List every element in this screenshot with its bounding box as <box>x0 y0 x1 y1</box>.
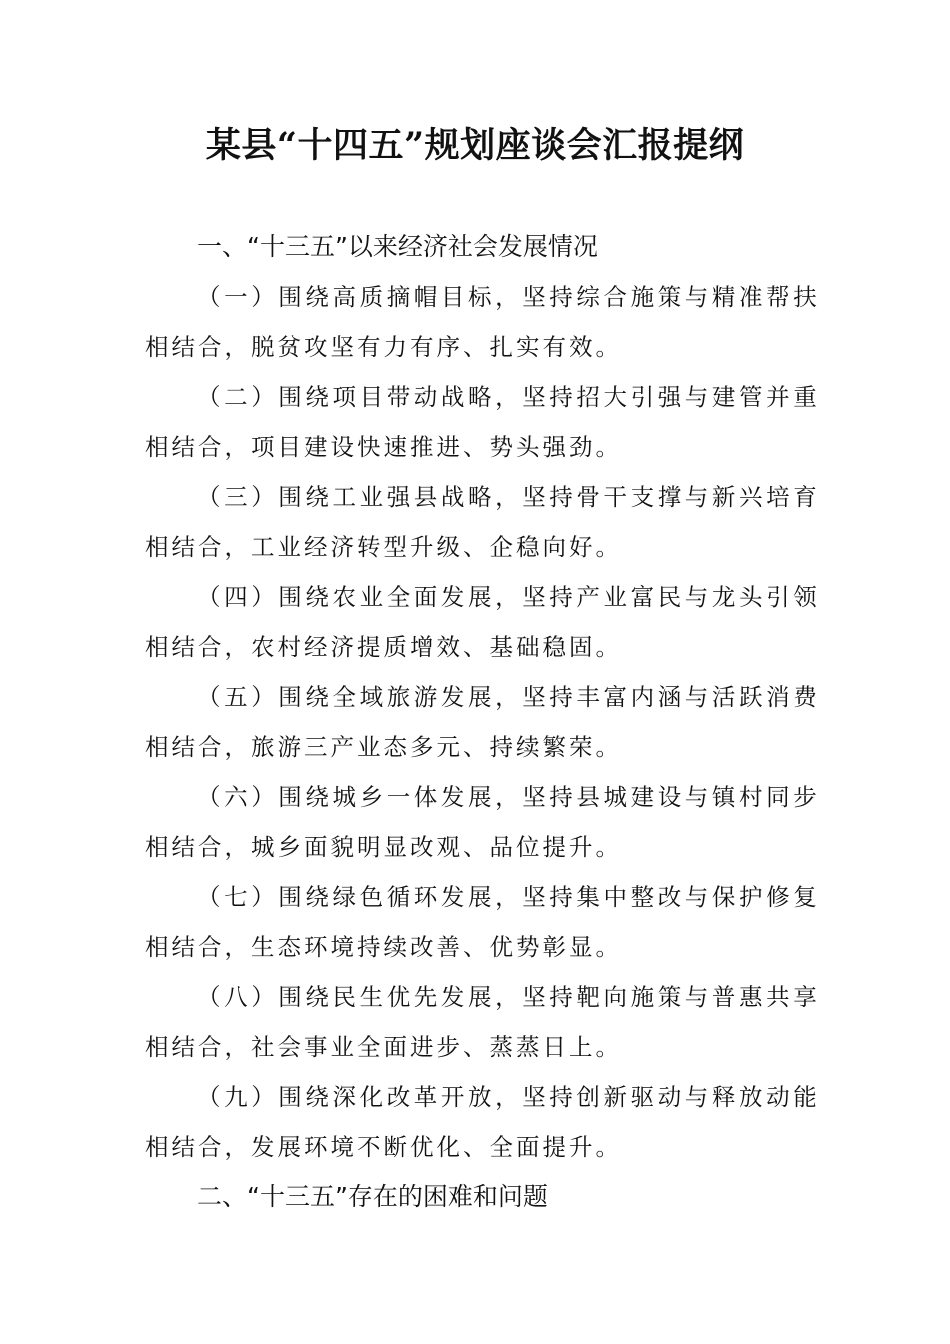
paragraph-line: 相结合，项目建设快速推进、势头强劲。 <box>145 433 622 461</box>
section-heading-2: 二、“十三五”存在的困难和问题 <box>197 1182 548 1211</box>
paragraph-line: 相结合，生态环境持续改善、优势彰显。 <box>145 933 622 961</box>
paragraph-item-1 <box>145 272 821 372</box>
paragraph-line: （八）围绕民生优先发展，坚持靶向施策与普惠共享 <box>197 983 821 1011</box>
document-title: 某县“十四五”规划座谈会汇报提纲 <box>205 125 745 166</box>
paragraph-line: （九）围绕深化改革开放，坚持创新驱动与释放动能 <box>197 1083 821 1111</box>
paragraph-line: 相结合，社会事业全面进步、蒸蒸日上。 <box>145 1033 622 1061</box>
paragraph-item-2 <box>145 372 821 472</box>
paragraph-item-4 <box>145 572 821 672</box>
paragraph-item-8 <box>145 972 821 1072</box>
paragraph-line: （四）围绕农业全面发展，坚持产业富民与龙头引领 <box>197 583 821 611</box>
paragraph-line: 相结合，发展环境不断优化、全面提升。 <box>145 1133 622 1161</box>
document-body <box>145 222 821 1222</box>
paragraph-line: 相结合，脱贫攻坚有力有序、扎实有效。 <box>145 333 622 361</box>
paragraph-line: （七）围绕绿色循环发展，坚持集中整改与保护修复 <box>197 883 821 911</box>
paragraph-line: 相结合，工业经济转型升级、企稳向好。 <box>145 533 622 561</box>
paragraph-item-6 <box>145 772 821 872</box>
paragraph-line: 相结合，旅游三产业态多元、持续繁荣。 <box>145 733 622 761</box>
paragraph-line: （三）围绕工业强县战略，坚持骨干支撑与新兴培育 <box>197 483 821 511</box>
paragraph-item-3 <box>145 472 821 572</box>
paragraph-line: （五）围绕全域旅游发展，坚持丰富内涵与活跃消费 <box>197 683 821 711</box>
paragraph-item-9 <box>145 1072 821 1172</box>
paragraph-item-5 <box>145 672 821 772</box>
paragraph-line: 相结合，城乡面貌明显改观、品位提升。 <box>145 833 622 861</box>
section-heading-1: 一、“十三五”以来经济社会发展情况 <box>197 232 598 261</box>
paragraph-line: 相结合，农村经济提质增效、基础稳固。 <box>145 633 622 661</box>
paragraph-item-7 <box>145 872 821 972</box>
paragraph-line: （六）围绕城乡一体发展，坚持县城建设与镇村同步 <box>197 783 821 811</box>
paragraph-line: （二）围绕项目带动战略，坚持招大引强与建管并重 <box>197 383 821 411</box>
paragraph-line: （一）围绕高质摘帽目标，坚持综合施策与精准帮扶 <box>197 283 821 311</box>
